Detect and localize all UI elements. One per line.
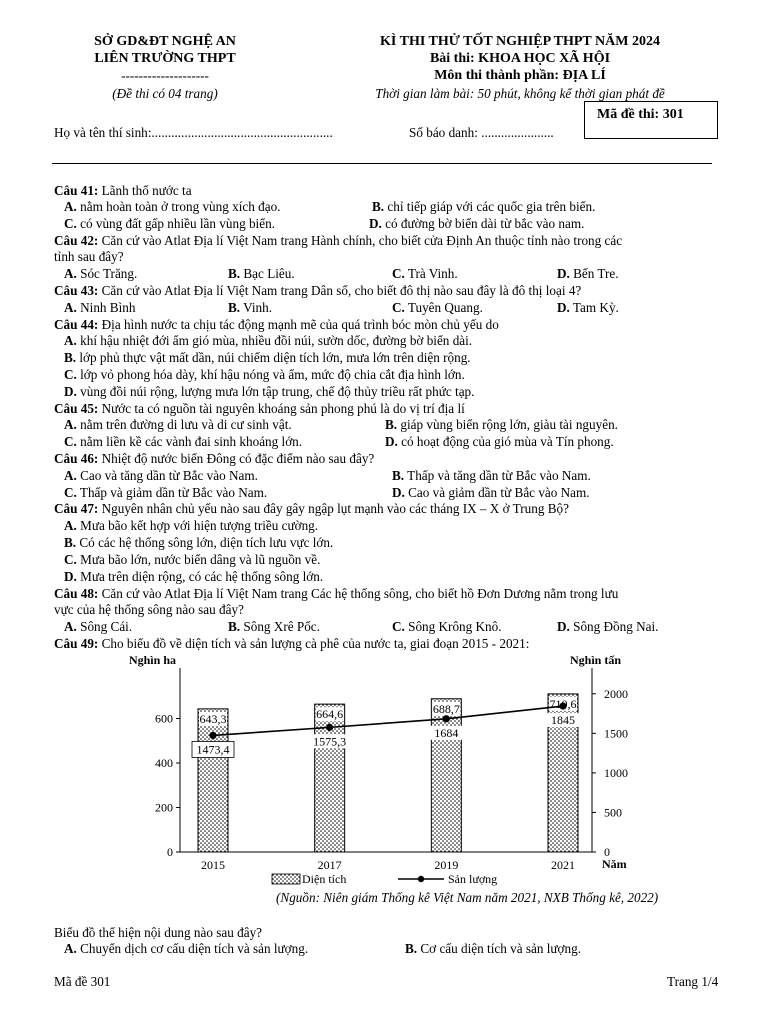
- bar-value-label: 643,3: [199, 711, 227, 726]
- q47-option-d: D. Mưa trên diện rộng, có các hệ thống sông lớn.: [64, 569, 324, 584]
- department-name: SỞ GD&ĐT NGHỆ AN: [94, 34, 236, 49]
- q42-option-c: C. Trà Vinh.: [392, 266, 458, 281]
- q48-option-d: D. Sông Đồng Nai.: [557, 619, 659, 634]
- q46-option-c: C. Thấp và giảm dần từ Bắc vào Nam.: [64, 485, 268, 500]
- question-46: Câu 46: Nhiệt độ nước biển Đông có đặc điểm nào sau đây?: [54, 451, 375, 466]
- question-45: Câu 45: Nước ta có nguồn tài nguyên khoáng sản phong phú là do vị trí địa lí: [54, 401, 465, 416]
- line-point: [326, 724, 333, 731]
- q43-option-c: C. Tuyên Quang.: [392, 300, 483, 315]
- right-tick-label: 1000: [604, 765, 628, 780]
- q43-option-d: D. Tam Kỳ.: [557, 300, 619, 315]
- question-43: Câu 43: Căn cứ vào Atlat Địa lí Việt Nam trang Dân số, cho biết đô thị nào sau đây là đô thị loại 4?: [54, 283, 582, 298]
- legend-bar-label: Diện tích: [302, 872, 347, 886]
- left-axis-title: Nghìn ha: [128, 653, 176, 667]
- legend-line-label: Sản lượng: [448, 872, 498, 886]
- q46-option-b: B. Thấp và tăng dần từ Bắc vào Nam.: [392, 468, 591, 483]
- q42-option-a: A. Sóc Trăng.: [64, 266, 138, 281]
- question-48-cont: vực của hệ thống sông nào sau đây?: [54, 602, 244, 617]
- legend-bar-swatch: [272, 874, 300, 884]
- bar-value-label: 688,7: [432, 701, 460, 716]
- q42-option-b: B. Bạc Liêu.: [228, 266, 295, 281]
- x-tick-label: 2019: [434, 858, 459, 872]
- footer-exam-code: Mã đề 301: [54, 974, 111, 989]
- bar-value-label: 664,6: [316, 707, 344, 722]
- q44-option-c: C. lớp vỏ phong hóa dày, khí hậu nóng và ẩm, mức độ chia cắt địa hình lớn.: [64, 367, 465, 382]
- left-tick-label: 600: [155, 711, 173, 726]
- line-san-luong: [213, 706, 563, 735]
- x-axis-title: Năm: [602, 857, 627, 871]
- page-number: Trang 1/4: [667, 974, 719, 989]
- q44-option-b: B. lớp phủ thực vật mất dần, núi chiếm diện tích lớn, mưa lớn trên diện rộng.: [64, 350, 471, 365]
- header-dashes: --------------------: [121, 68, 209, 83]
- q47-option-b: B. Có các hệ thống sông lớn, diện tích lưu vực lớn.: [64, 535, 334, 550]
- candidate-id-field: Số báo danh: ......................: [409, 125, 554, 140]
- q45-option-c: C. nằm liền kề các vành đai sinh khoáng lớn.: [64, 434, 303, 449]
- q42-option-d: D. Bến Tre.: [557, 266, 619, 281]
- q48-option-b: B. Sông Xrê Pốc.: [228, 619, 320, 634]
- candidate-name-field: Họ và tên thí sinh:.......................................................: [54, 125, 333, 140]
- q46-option-d: D. Cao và giảm dần từ Bắc vào Nam.: [392, 485, 590, 500]
- q49-option-b: B. Cơ cấu diện tích và sản lượng.: [405, 941, 582, 956]
- chart-source: (Nguồn: Niên giám Thống kê Việt Nam năm 2021, NXB Thống kê, 2022): [276, 890, 659, 905]
- line-value-label: 1845: [551, 713, 575, 728]
- x-tick-label: 2015: [201, 858, 225, 872]
- q46-option-a: A. Cao và tăng dần từ Bắc vào Nam.: [64, 468, 258, 483]
- header-divider: [52, 163, 712, 164]
- q45-option-a: A. nằm trên đường di lưu và di cư sinh vật.: [64, 417, 292, 432]
- right-tick-label: 2000: [604, 686, 628, 701]
- q44-option-a: A. khí hậu nhiệt đới ẩm gió mùa, nhiều đồi núi, sườn dốc, đường bờ biển dài.: [64, 333, 473, 348]
- line-value-label: 1684: [434, 725, 459, 740]
- subject-group: Bài thi: KHOA HỌC XÃ HỘI: [429, 51, 611, 66]
- right-tick-label: 500: [604, 805, 622, 820]
- line-point: [443, 715, 450, 722]
- q48-option-a: A. Sông Cái.: [64, 619, 133, 634]
- bar-value-label: 710,6: [549, 696, 577, 711]
- exam-title: KÌ THI THỬ TỐT NGHIỆP THPT NĂM 2024: [380, 34, 660, 49]
- time-note: Thời gian làm bài: 50 phút, không kể thời gian phát đề: [375, 86, 665, 101]
- coffee-chart: [0, 650, 768, 890]
- q47-option-a: A. Mưa bão kết hợp với hiện tượng triều cường.: [64, 518, 319, 533]
- q43-option-a: A. Ninh Bình: [64, 300, 136, 315]
- legend-line-marker: [418, 876, 424, 882]
- x-tick-label: 2021: [551, 858, 575, 872]
- subject: Môn thi thành phần: ĐỊA LÍ: [434, 68, 606, 83]
- q48-option-c: C. Sông Krông Knô.: [392, 619, 502, 634]
- question-49-prompt: Biểu đồ thể hiện nội dung nào sau đây?: [54, 925, 263, 940]
- left-tick-label: 0: [167, 845, 173, 859]
- question-42: Câu 42: Căn cứ vào Atlat Địa lí Việt Nam trang Hành chính, cho biết cửa Định An thuộc tỉnh nào trong các: [54, 233, 623, 248]
- q45-option-b: B. giáp vùng biển rộng lớn, giàu tài nguyên.: [385, 417, 618, 432]
- right-tick-label: 1500: [604, 726, 628, 741]
- q41-option-c: C. có vùng đất gấp nhiều lần vùng biển.: [64, 216, 275, 231]
- q41-option-a: A. nằm hoàn toàn ở trong vùng xích đạo.: [64, 199, 281, 214]
- q49-option-a: A. Chuyển dịch cơ cấu diện tích và sản lượng.: [64, 941, 309, 956]
- q41-option-b: B. chỉ tiếp giáp với các quốc gia trên biển.: [372, 199, 596, 214]
- q45-option-d: D. có hoạt động của gió mùa và Tín phong.: [385, 434, 614, 449]
- left-tick-label: 200: [155, 800, 173, 815]
- question-41: Câu 41: Lãnh thổ nước ta: [54, 183, 192, 198]
- bar-dien-tich: [198, 709, 228, 852]
- q47-option-c: C. Mưa bão lớn, nước biển dâng và lũ nguồn về.: [64, 552, 321, 567]
- right-tick-label: 0: [604, 845, 610, 859]
- school-name: LIÊN TRƯỜNG THPT: [94, 51, 236, 66]
- question-49: Câu 49: Cho biểu đồ về diện tích và sản lượng cà phê của nước ta, giai đoạn 2015 - 2021:: [54, 636, 530, 651]
- line-point: [209, 732, 216, 739]
- question-42-cont: tỉnh sau đây?: [54, 249, 124, 264]
- exam-code: Mã đề thi: 301: [597, 107, 684, 122]
- page-count-note: (Đề thi có 04 trang): [112, 86, 218, 101]
- x-tick-label: 2017: [317, 858, 342, 872]
- q43-option-b: B. Vinh.: [228, 300, 273, 315]
- question-48: Câu 48: Căn cứ vào Atlat Địa lí Việt Nam trang Các hệ thống sông, cho biết hồ Đơn Dương nằm trong lưu: [54, 586, 619, 601]
- line-value-label: 1473,4: [196, 742, 230, 757]
- q44-option-d: D. vùng đồi núi rộng, lượng mưa lớn tập trung, chế độ thủy triều rất phức tạp.: [64, 384, 475, 399]
- question-47: Câu 47: Nguyên nhân chủ yếu nào sau đây gây ngập lụt mạnh vào các tháng IX – X ở Trung Bộ?: [54, 501, 569, 516]
- left-tick-label: 400: [155, 756, 173, 770]
- question-44: Câu 44: Địa hình nước ta chịu tác động mạnh mẽ của quá trình bóc mòn chủ yếu do: [54, 317, 499, 332]
- q41-option-d: D. có đường bờ biển dài từ bắc vào nam.: [369, 216, 585, 231]
- line-value-label: 1575,3: [313, 734, 347, 749]
- right-axis-title: Nghìn tấn: [570, 653, 622, 667]
